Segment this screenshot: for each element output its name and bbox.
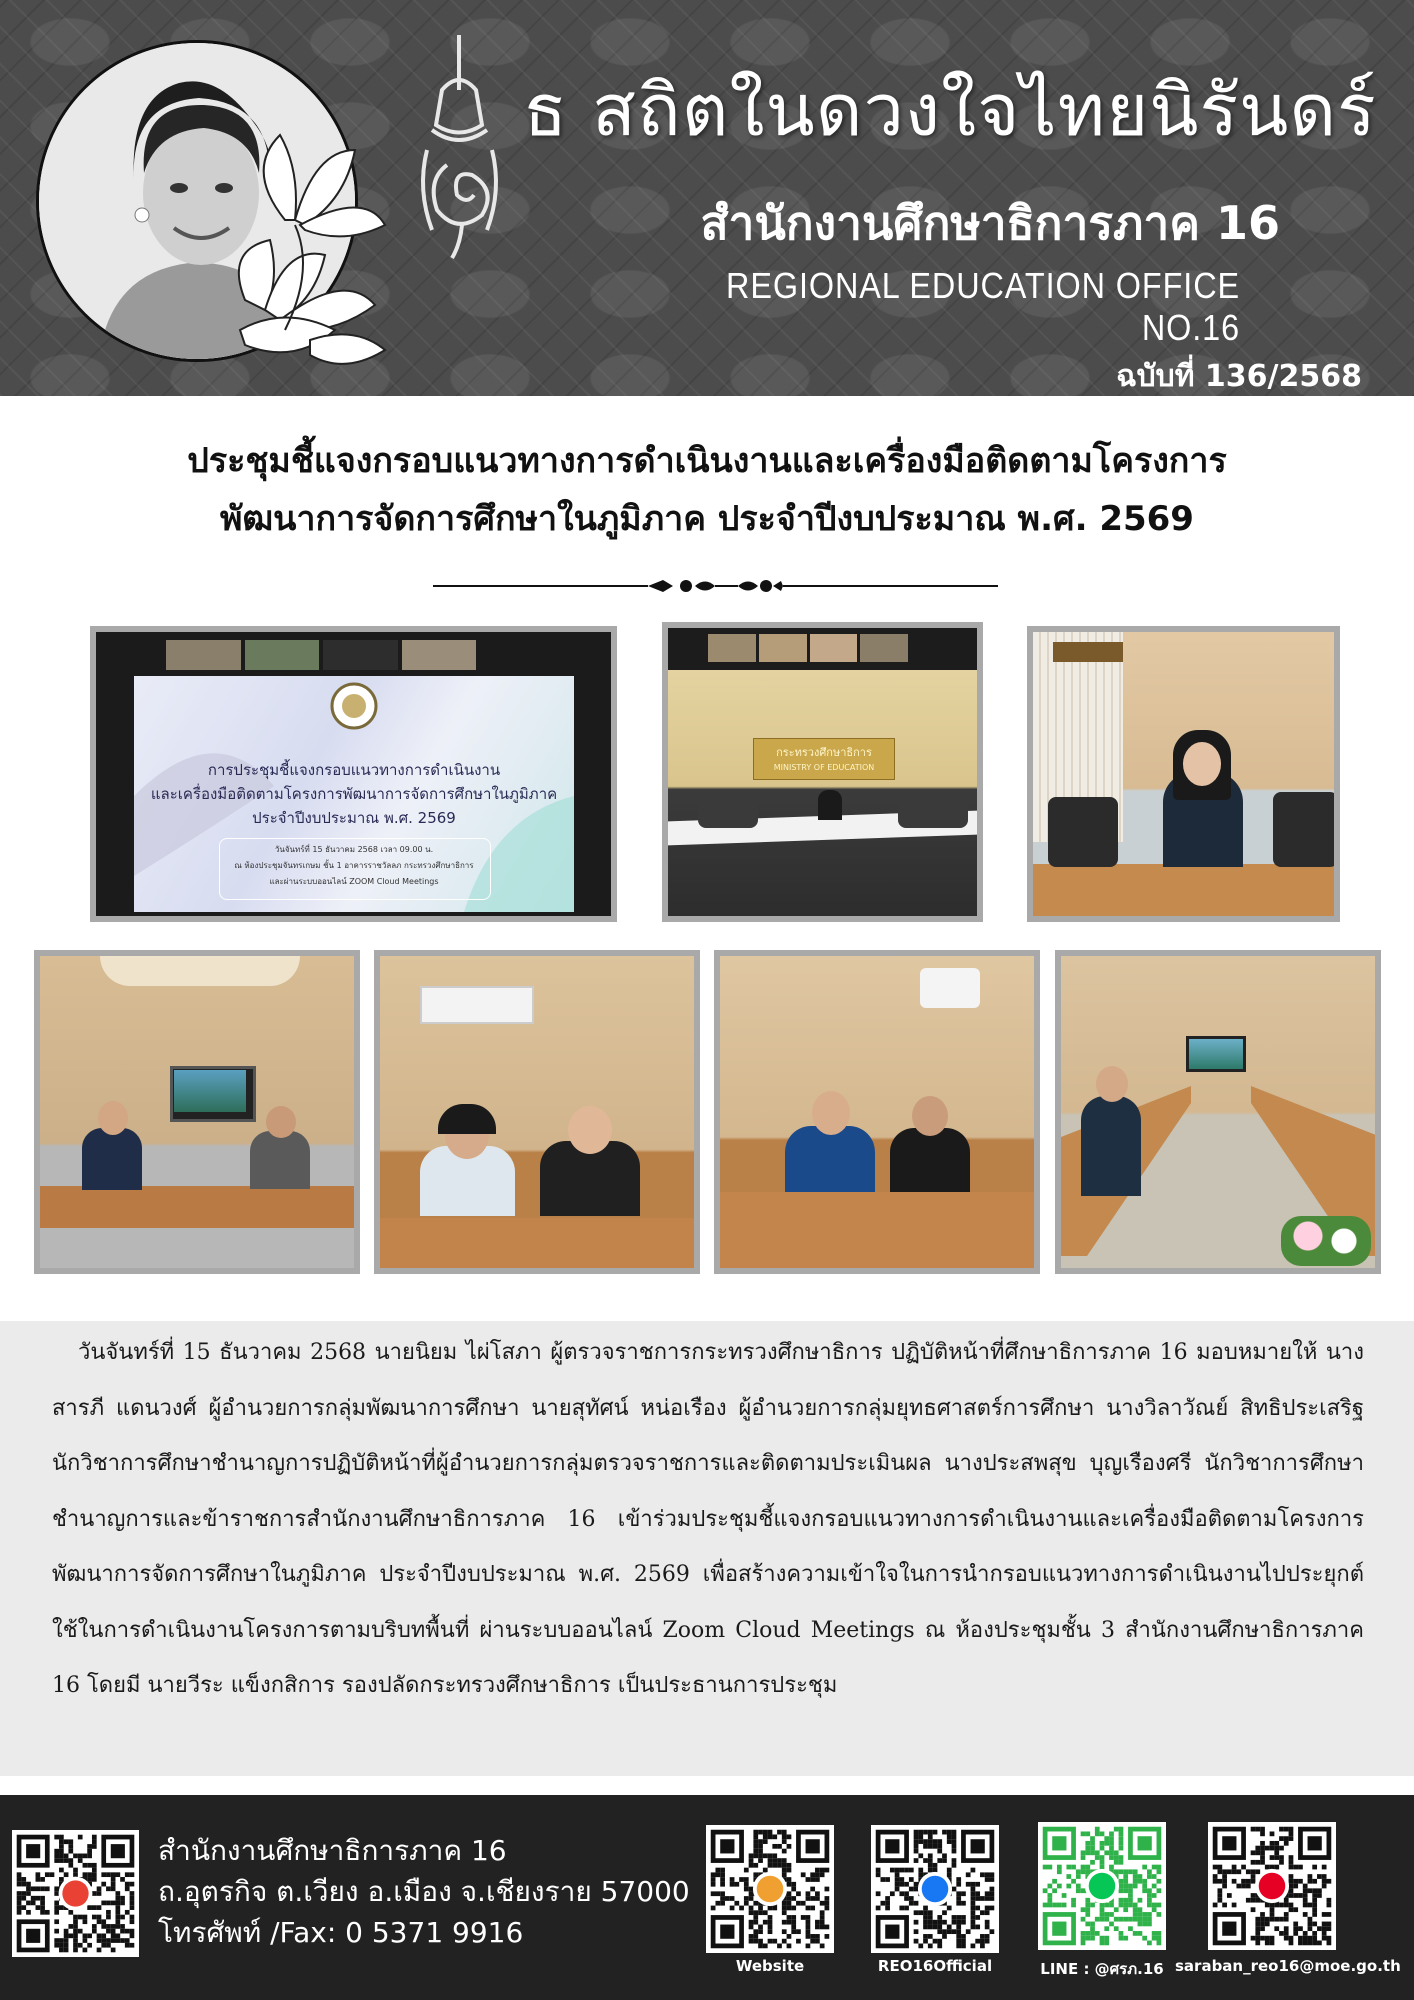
office-name-thai: สำนักงานศึกษาธิการภาค 16 [700,196,1280,250]
qr-code-email[interactable] [1208,1822,1336,1950]
headline-line-2: พัฒนาการจัดการศึกษาในภูมิภาค ประจำปีงบประมาณ พ.ศ. 2569 [220,499,1194,539]
photo-young-participants [714,950,1040,1274]
slide-detail-2: ณ ห้องประชุมจันทรเกษม ชั้น 1 อาคารราชวัลลภ กระทรวงศึกษาธิการ [234,861,474,870]
slide-detail-1: วันจันทร์ที่ 15 ธันวาคม 2568 เวลา 09.00 น. [274,845,434,854]
footer-office-name: สำนักงานศึกษาธิการภาค 16 [158,1834,507,1867]
header-banner [0,0,1414,396]
headline-line-1: ประชุมชี้แจงกรอบแนวทางการดำเนินงานและเครื่องมือติดตามโครงการ [187,441,1227,481]
footer-address [158,1830,690,1953]
slide-line-3: ประจำปีงบประมาณ พ.ศ. 2569 [252,809,456,827]
pinterest-icon [1255,1869,1289,1903]
office-name-english: REGIONAL EDUCATION OFFICE NO.16 [726,265,1240,348]
photo-participant-desk [1027,626,1340,922]
qr-code-map[interactable] [12,1830,139,1957]
qr-label-website: Website [735,1957,805,1975]
banner-title: ธ สถิตในดวงใจไทยนิรันดร์ [523,68,1377,152]
photo-two-men-seated [34,950,360,1274]
issue-number: ฉบับที่ 136/2568 [1116,359,1362,394]
facebook-icon [918,1872,952,1906]
qr-label-line: LINE : @ศรภ.16 [1040,1960,1164,1978]
qr-code-line[interactable] [1038,1822,1166,1950]
line-icon [1085,1869,1119,1903]
slide-detail-3: และผ่านระบบออนไลน์ ZOOM Cloud Meetings [269,877,439,886]
royal-emblem-icon [412,30,507,265]
body-paragraph: วันจันทร์ที่ 15 ธันวาคม 2568 นายนิยม ไผ่โสภา ผู้ตรวจราชการกระทรวงศึกษาธิการ ปฏิบัติหน้าที่ศึกษาธิการภาค 16 มอบหมายให้ นางสารภี แดนวงศ์ ผู้อำนวยการกลุ่มพัฒนาการศึกษา นายสุทัศน์ หน่อเรือง ผู้อำนวยการกลุ่มยุทธศาสตร์การศึกษา นางวิลาวัณย์ สิทธิประเสริฐ นักวิชาการศึกษาชำนาญการปฏิบัติหน้าที่ผู้อำนวยการกลุ่มตรวจราชการและติดตามประเมินผล นางประสพสุข บุญเรืองศรี นักวิชาการศึกษาชำนาญการและข้าราชการสำนักงานศึกษาธิการภาค 16 เข้าร่วมประชุมชี้แจงกรอบแนวทางการดำเนินงานและเครื่องมือติดตามโครงการพัฒนาการจัดการศึกษาในภูมิภาค ประจำปีงบประมาณ พ.ศ. 2569 เพื่อสร้างความเข้าใจในการนำกรอบแนวทางการดำเนินงานไปประยุกต์ใช้ในการดำเนินงานโครงการตามบริบทพื้นที่ ผ่านระบบออนไลน์ Zoom Cloud Meetings ณ ห้องประชุมชั้น 3 สำนักงานศึกษาธิการภาค 16 โดยมี นายวีระ แข็งกสิการ รองปลัดกระทรวงศึกษาธิการ เป็นประธานการประชุม [52,1340,1364,1698]
ministry-sign-english: MINISTRY OF EDUCATION [773,763,875,772]
qr-label-facebook: REO16Official [877,1957,993,1975]
photo-ministry-meeting-room [662,622,983,922]
qr-label-email: saraban_reo16@moe.go.th [1175,1957,1401,1975]
ornamental-divider [433,575,998,597]
lotus-flower-icon [225,130,395,380]
qr-code-website[interactable] [706,1825,834,1953]
slide-line-2: และเครื่องมือติดตามโครงการพัฒนาการจัดการศึกษาในภูมิภาค [150,785,558,803]
headline [60,432,1354,548]
photo-two-women-seated [374,950,700,1274]
footer-phone: โทรศัพท์ /Fax: 0 5371 9916 [158,1916,524,1949]
qr-code-facebook[interactable] [871,1825,999,1953]
photo-zoom-slide [90,626,617,922]
globe-icon [753,1872,787,1906]
footer-street-address: ถ.อุตรกิจ ต.เวียง อ.เมือง จ.เชียงราย 57000 [158,1875,690,1908]
photo-long-table-participants [1055,950,1381,1274]
ministry-sign-thai: กระทรวงศึกษาธิการ [776,746,872,759]
map-pin-icon [59,1877,93,1911]
slide-line-1: การประชุมชี้แจงกรอบแนวทางการดำเนินงาน [207,761,501,779]
